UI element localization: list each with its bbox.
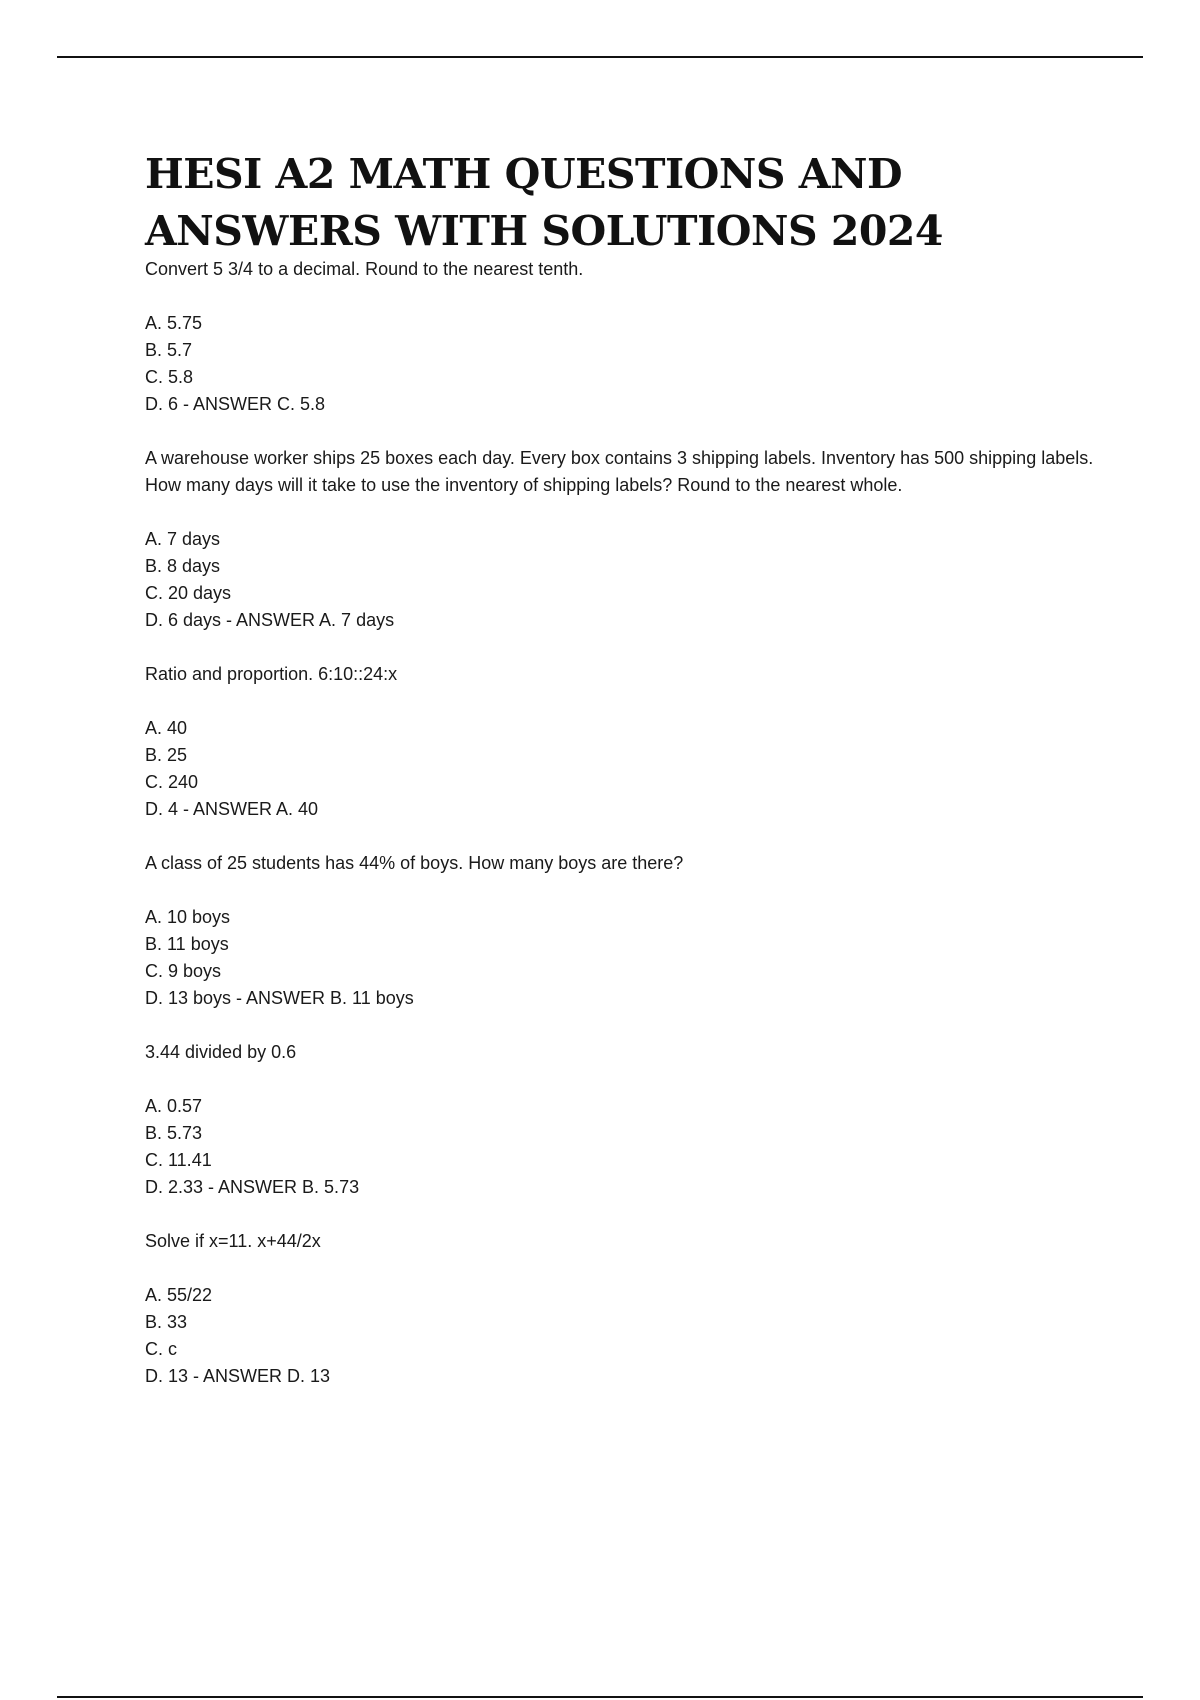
answer-option-with-answer: D. 6 - ANSWER C. 5.8 <box>145 394 326 414</box>
question-list <box>145 256 1095 1390</box>
answer-option-with-answer: D. 13 - ANSWER D. 13 <box>145 1366 331 1386</box>
answer-option-with-answer: D. 13 boys - ANSWER B. 11 boys <box>145 988 414 1008</box>
answer-option-with-answer: D. 6 days - ANSWER A. 7 days <box>145 610 395 630</box>
answer-option: B. 8 days <box>145 556 221 576</box>
document-title-line-2: ANSWERS WITH SOLUTIONS 2024 <box>145 207 943 255</box>
answer-option: A. 5.75 <box>145 313 203 333</box>
question-text: Ratio and proportion. 6:10::24:x <box>145 664 398 684</box>
answer-option: B. 11 boys <box>145 934 229 954</box>
question-block <box>145 445 1095 634</box>
answer-option: A. 10 boys <box>145 907 231 927</box>
answer-option: C. 11.41 <box>145 1150 212 1170</box>
question-text: A warehouse worker ships 25 boxes each day. Every box contains 3 shipping labels. Inventory has 500 shipping labels. How many days will it take to use the inventory of shipping labels? Round to the nearest whole. <box>145 448 1094 495</box>
document-title <box>145 146 1095 260</box>
question-block <box>145 1039 1095 1201</box>
question-block <box>145 1228 1095 1390</box>
answer-option: A. 7 days <box>145 529 221 549</box>
answer-option-with-answer: D. 2.33 - ANSWER B. 5.73 <box>145 1177 360 1197</box>
answer-option: B. 5.7 <box>145 340 193 360</box>
question-block <box>145 256 1095 418</box>
bottom-divider <box>57 1696 1143 1698</box>
answer-option: B. 25 <box>145 745 188 765</box>
answer-option: C. 20 days <box>145 583 232 603</box>
answer-option: A. 0.57 <box>145 1096 203 1116</box>
top-divider <box>57 56 1143 58</box>
answer-option: A. 55/22 <box>145 1285 213 1305</box>
answer-option: C. 5.8 <box>145 367 194 387</box>
question-text: Solve if x=11. x+44/2x <box>145 1231 321 1251</box>
question-block <box>145 850 1095 1012</box>
document-title-line-1: HESI A2 MATH QUESTIONS AND <box>145 150 903 198</box>
answer-option: C. 9 boys <box>145 961 222 981</box>
question-text: A class of 25 students has 44% of boys. How many boys are there? <box>145 853 684 873</box>
answer-option: C. 240 <box>145 772 199 792</box>
answer-option-with-answer: D. 4 - ANSWER A. 40 <box>145 799 319 819</box>
answer-option: B. 33 <box>145 1312 188 1332</box>
question-block <box>145 661 1095 823</box>
answer-option: A. 40 <box>145 718 188 738</box>
question-text: 3.44 divided by 0.6 <box>145 1042 297 1062</box>
answer-option: C. c <box>145 1339 178 1359</box>
document-page <box>145 146 1095 1417</box>
answer-option: B. 5.73 <box>145 1123 203 1143</box>
question-text: Convert 5 3/4 to a decimal. Round to the nearest tenth. <box>145 259 584 279</box>
